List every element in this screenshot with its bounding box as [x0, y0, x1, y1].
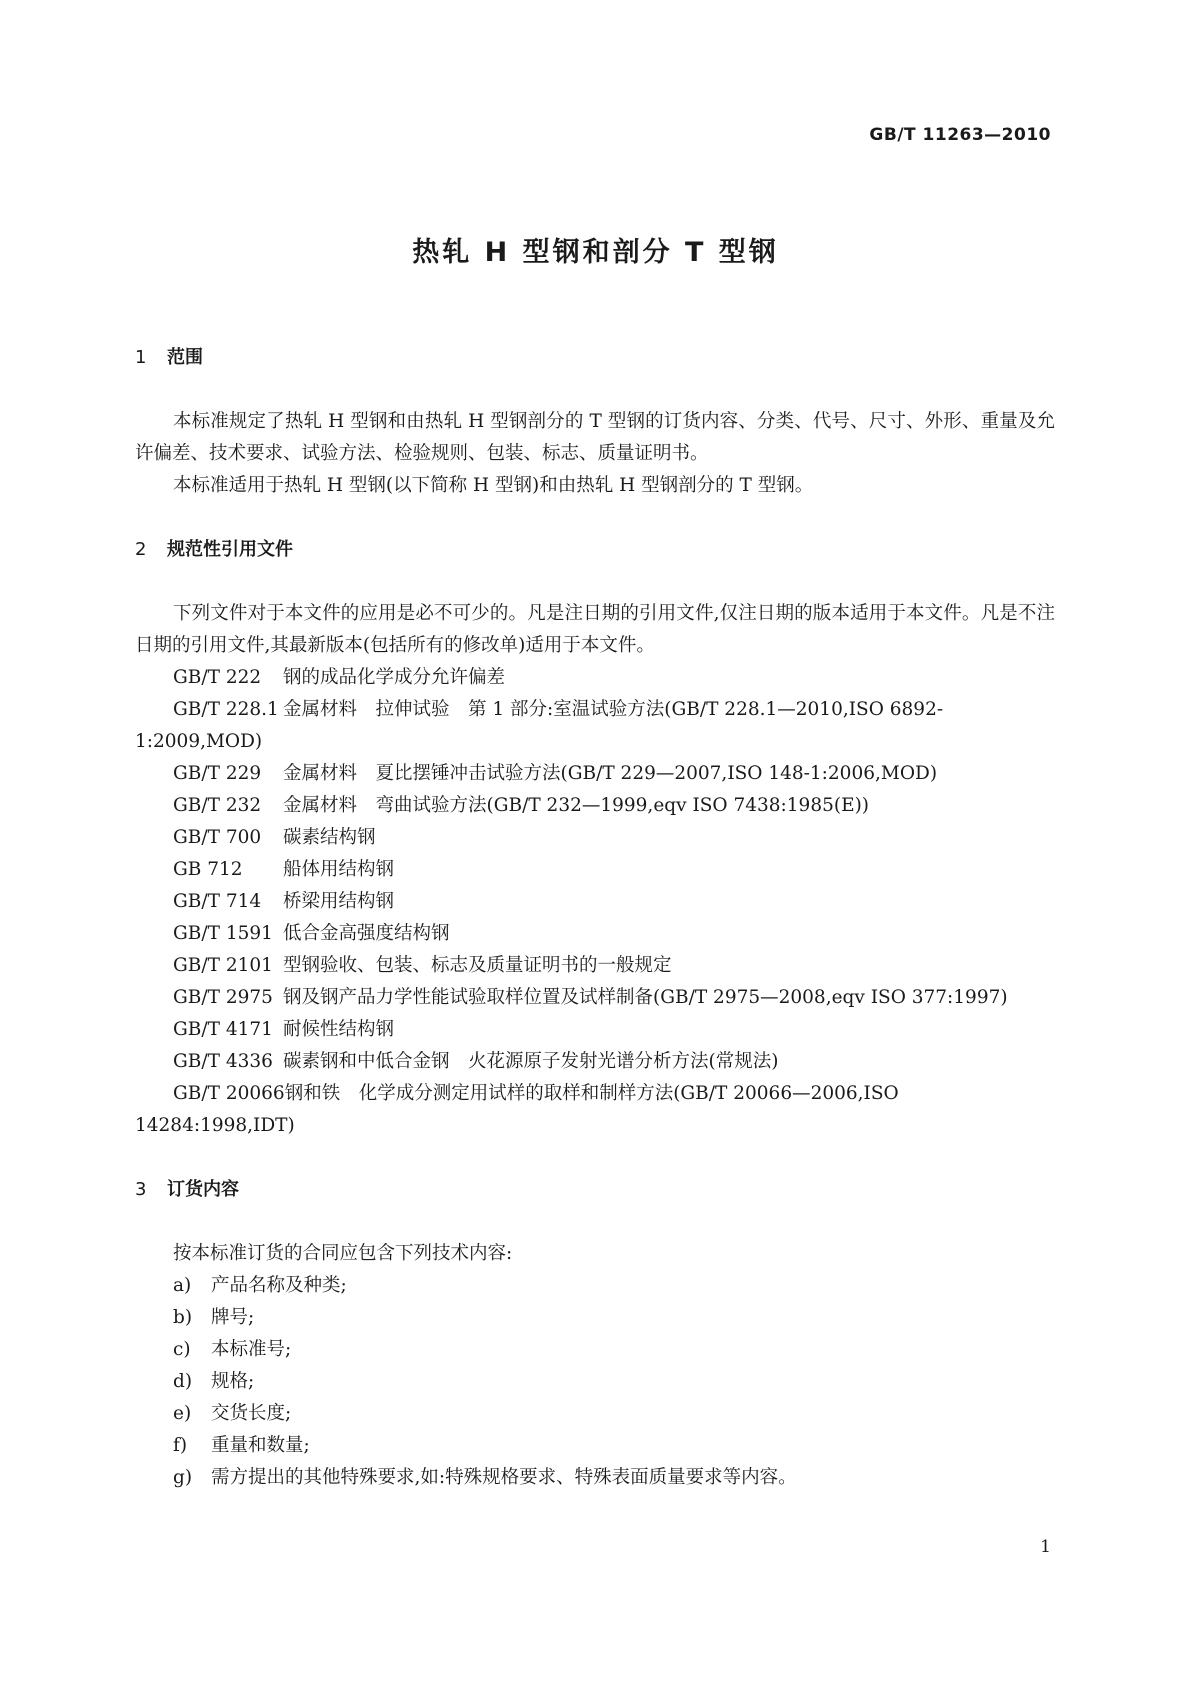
reference-item — [135, 1014, 1055, 1046]
reference-item — [135, 662, 1055, 694]
document-title: 热轧 H 型钢和剖分 T 型钢 — [412, 237, 779, 268]
reference-title: 金属材料 夏比摆锤冲击试验方法(GB/T 229—2007,ISO 148-1:2006,MOD) — [283, 763, 938, 784]
list-marker: e) — [173, 1403, 192, 1424]
reference-code: GB/T 4171 — [173, 1019, 273, 1040]
paragraph: 本标准规定了热轧 H 型钢和由热轧 H 型钢剖分的 T 型钢的订货内容、分类、代号、尺寸、外形、重量及允许偏差、技术要求、试验方法、检验规则、包装、标志、质量证明书。 — [135, 411, 1055, 464]
list-marker: c) — [173, 1339, 191, 1360]
reference-code: GB 712 — [173, 859, 243, 880]
paragraph: 按本标准订货的合同应包含下列技术内容: — [173, 1243, 513, 1264]
reference-title: 耐候性结构钢 — [283, 1019, 395, 1040]
reference-list — [135, 662, 1055, 1142]
list-marker: f) — [173, 1435, 188, 1456]
order-item — [135, 1366, 1055, 1398]
order-item-list — [135, 1270, 1055, 1494]
standard-code: GB/T 11263—2010 — [869, 125, 1051, 145]
section-number: 3 — [135, 1179, 147, 1200]
reference-item — [135, 1046, 1055, 1078]
reference-code: GB/T 2975 — [173, 987, 273, 1008]
list-text: 交货长度; — [211, 1403, 292, 1424]
list-marker: a) — [173, 1275, 192, 1296]
reference-item — [135, 822, 1055, 854]
reference-code: GB/T 714 — [173, 891, 262, 912]
order-item — [135, 1334, 1055, 1366]
reference-title: 钢及钢产品力学性能试验取样位置及试样制备(GB/T 2975—2008,eqv ISO 377:1997) — [283, 987, 1008, 1008]
reference-item — [135, 886, 1055, 918]
reference-title: 钢的成品化学成分允许偏差 — [283, 667, 506, 688]
section-number: 1 — [135, 347, 147, 368]
order-item — [135, 1302, 1055, 1334]
section-heading-normative-references — [135, 534, 1055, 566]
reference-title: 桥梁用结构钢 — [283, 891, 395, 912]
reference-item — [135, 758, 1055, 790]
order-item — [135, 1270, 1055, 1302]
section-title: 规范性引用文件 — [167, 539, 293, 560]
section-heading-ordering-content — [135, 1174, 1055, 1206]
list-marker: g) — [173, 1467, 193, 1488]
list-text: 本标准号; — [211, 1339, 292, 1360]
section-title: 订货内容 — [167, 1179, 239, 1200]
order-item — [135, 1430, 1055, 1462]
reference-title: 金属材料 弯曲试验方法(GB/T 232—1999,eqv ISO 7438:1985(E)) — [283, 795, 870, 816]
reference-title: 碳素钢和中低合金钢 火花源原子发射光谱分析方法(常规法) — [283, 1051, 779, 1072]
page-number: 1 — [1040, 1537, 1051, 1557]
list-marker: d) — [173, 1371, 193, 1392]
reference-code: GB/T 20066 — [173, 1083, 285, 1104]
order-item — [135, 1462, 1055, 1494]
reference-item — [135, 918, 1055, 950]
section-heading-scope — [135, 342, 1055, 374]
list-text: 规格; — [211, 1371, 255, 1392]
reference-code: GB/T 229 — [173, 763, 262, 784]
reference-title: 低合金高强度结构钢 — [283, 923, 450, 944]
paragraph: 本标准适用于热轧 H 型钢(以下简称 H 型钢)和由热轧 H 型钢剖分的 T 型钢。 — [173, 475, 814, 496]
reference-title: 钢和铁 化学成分测定用试样的取样和制样方法(GB/T 20066—2006,ISO 14284:1998,IDT) — [135, 1083, 899, 1136]
reference-code: GB/T 228.1 — [173, 699, 279, 720]
reference-item — [135, 950, 1055, 982]
section-number: 2 — [135, 539, 147, 560]
document-body — [135, 342, 1055, 1494]
reference-title: 船体用结构钢 — [283, 859, 395, 880]
order-item — [135, 1398, 1055, 1430]
reference-code: GB/T 2101 — [173, 955, 273, 976]
reference-item — [135, 790, 1055, 822]
reference-code: GB/T 4336 — [173, 1051, 273, 1072]
list-marker: b) — [173, 1307, 193, 1328]
list-text: 牌号; — [211, 1307, 255, 1328]
list-text: 重量和数量; — [211, 1435, 310, 1456]
list-text: 产品名称及种类; — [211, 1275, 347, 1296]
reference-code: GB/T 1591 — [173, 923, 273, 944]
section-title: 范围 — [167, 347, 203, 368]
reference-item — [135, 854, 1055, 886]
reference-item — [135, 694, 1055, 758]
reference-item — [135, 982, 1055, 1014]
reference-code: GB/T 232 — [173, 795, 262, 816]
list-text: 需方提出的其他特殊要求,如:特殊规格要求、特殊表面质量要求等内容。 — [211, 1467, 797, 1488]
reference-code: GB/T 222 — [173, 667, 262, 688]
paragraph: 下列文件对于本文件的应用是必不可少的。凡是注日期的引用文件,仅注日期的版本适用于本文件。凡是不注日期的引用文件,其最新版本(包括所有的修改单)适用于本文件。 — [135, 603, 1055, 656]
reference-title: 金属材料 拉伸试验 第 1 部分:室温试验方法(GB/T 228.1—2010,ISO 6892-1:2009,MOD) — [135, 699, 944, 752]
reference-code: GB/T 700 — [173, 827, 262, 848]
reference-title: 碳素结构钢 — [283, 827, 376, 848]
reference-item — [135, 1078, 1055, 1142]
reference-title: 型钢验收、包装、标志及质量证明书的一般规定 — [283, 955, 672, 976]
